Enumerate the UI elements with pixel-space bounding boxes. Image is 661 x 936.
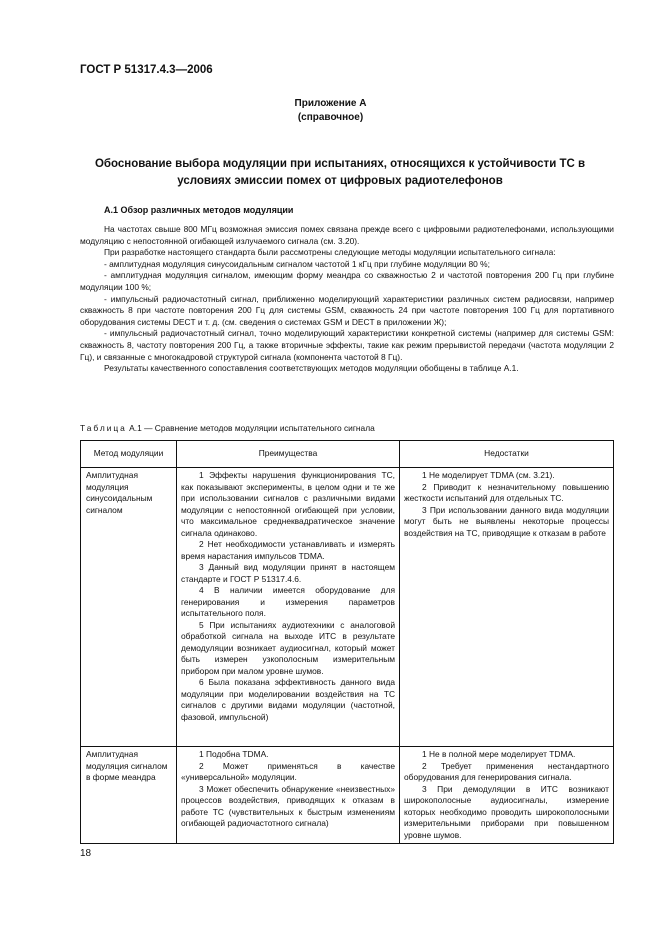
cons-item: 1 Не моделирует TDMA (см. 3.21). — [422, 470, 555, 480]
pros-item: 1 Эффекты нарушения функционирования ТС, как показывают эксперименты, в целом одни и те же при использовании сигналов с различными видами модуляции с непостоянной огибающей при условии, что максимальное среднеквадратическое значение сигнала одинаково. — [181, 470, 395, 538]
cons-item: 3 При демодуляции в ИТС возникают широкополосные аудиосигналы, измерение которых необходимо проводить широкополосными измерительными приборами при повышенном уровне шумов. — [404, 783, 609, 840]
cons-item: 2 Приводит к незначительному повышению жесткости испытаний для отдельных ТС. — [404, 481, 609, 503]
pros-item: 3 Может обеспечить обнаружение «неизвестных» процессов воздействия, приводящих к отказам в работе ТС (чувствительных к быстрым изменениям огибающей радиочастотного сигнала) — [181, 783, 395, 828]
pros-item: 2 Нет необходимости устанавливать и измерять время нарастания импульсов TDMA. — [181, 539, 395, 561]
cons-cell — [400, 747, 614, 844]
pros-cell — [177, 468, 400, 747]
list-item: - амплитудная модуляция синусоидальным сигналом частотой 1 кГц при глубине модуляции 80 %; — [104, 258, 490, 269]
table-row — [81, 747, 614, 844]
appendix-title: Обоснование выбора модуляции при испытаниях, относящихся к устойчивости ТС в условиях эмиссии помех от цифровых радиотелефонов — [94, 158, 586, 187]
paragraph: Результаты качественного сопоставления соответствующих методов модуляции обобщены в таблице А.1. — [104, 363, 519, 374]
paragraph: На частотах свыше 800 МГц возможная эмиссия помех связана прежде всего с цифровыми радиотелефонами, использующими модуляцию с непостоянной огибающей излучаемого сигнала (см. 3.20). — [80, 224, 614, 246]
cons-item: 1 Не в полной мере моделирует TDMA. — [422, 749, 576, 759]
cons-cell — [400, 468, 614, 747]
cons-item: 3 При использовании данного вида модуляции могут быть не выявлены некоторые процессы воздействия на ТС, приводящие к отказам в работе — [404, 504, 609, 538]
list-item: - импульсный радиочастотный сигнал, точно моделирующий характеристики конкретной системы (например для системы GSM: скважность 8, частоту повторения 200 Гц, а также вторичные эффекты, такие как режим прерывистой передачи (частота модуляции 2 Гц), и связанные с многокадровой структурой сигнала (компонента частотой 8 Гц). — [80, 328, 614, 362]
column-header: Метод модуляции — [81, 441, 177, 468]
section-heading: А.1 Обзор различных методов модуляции — [104, 205, 294, 215]
column-header: Преимущества — [177, 441, 400, 468]
column-header: Недостатки — [400, 441, 614, 468]
method-text: Амплитудная модуляция синусоидальным сигналом — [86, 470, 153, 515]
body-text — [80, 224, 614, 375]
pros-item: 5 При испытаниях аудиотехники с аналоговой обработкой сигнала на выходе ИТС в результате демодуляции возникает аудиосигнал, который может быть измерен узкополосным измерительным прибором при малом уровне шумов. — [181, 619, 395, 676]
method-text: Амплитудная модуляция сигналом в форме меандра — [86, 749, 168, 782]
document-header-id: ГОСТ Р 51317.4.3—2006 — [80, 64, 213, 76]
pros-item: 2 Может применяться в качестве «универсальной» модуляции. — [181, 760, 395, 782]
list-item: - амплитудная модуляция сигналом, имеющим форму меандра со скважностью 2 и частотой повторения 200 Гц при глубине модуляции 100 %; — [80, 270, 614, 292]
cons-item: 2 Требует применения нестандартного оборудования для генерирования сигнала. — [404, 760, 609, 782]
method-cell — [81, 468, 177, 747]
pros-item: 1 Подобна TDMA. — [199, 749, 269, 759]
method-cell — [81, 747, 177, 844]
table-caption-text: А.1 — Сравнение методов модуляции испытательного сигнала — [126, 423, 375, 433]
list-item: - импульсный радиочастотный сигнал, приближенно моделирующий характеристики различных систем радиосвязи, например скважность 8 при частоте повторения 200 Гц для системы GSM, скважность 24 при частоте повторения 100 Гц для портативного оборудования системы DECT и т. д. (см. сведения о системах GSM и DECT в приложении Ж); — [80, 293, 614, 327]
appendix-note: (справочное) — [297, 112, 364, 123]
paragraph: При разработке настоящего стандарта были рассмотрены следующие методы модуляции испытательного сигнала: — [104, 247, 556, 258]
appendix-label: Приложение А — [294, 98, 367, 109]
table-caption — [80, 423, 375, 433]
pros-item: 3 Данный вид модуляции принят в настоящем стандарте и ГОСТ Р 51317.4.6. — [181, 562, 395, 584]
pros-item: 4 В наличии имеется оборудование для генерирования и измерения параметров испытательного поля. — [181, 585, 395, 618]
pros-item: 6 Была показана эффективность данного вида модуляции при моделировании воздействия на ТС сигналов с другими видами модуляции (частотной, фазовой, импульсной) — [181, 677, 395, 722]
pros-cell — [177, 747, 400, 844]
table-row — [81, 468, 614, 747]
table-caption-prefix: Таблица — [80, 423, 127, 433]
page-number: 18 — [80, 848, 92, 859]
comparison-table — [80, 440, 614, 844]
table-header-row — [81, 441, 614, 468]
